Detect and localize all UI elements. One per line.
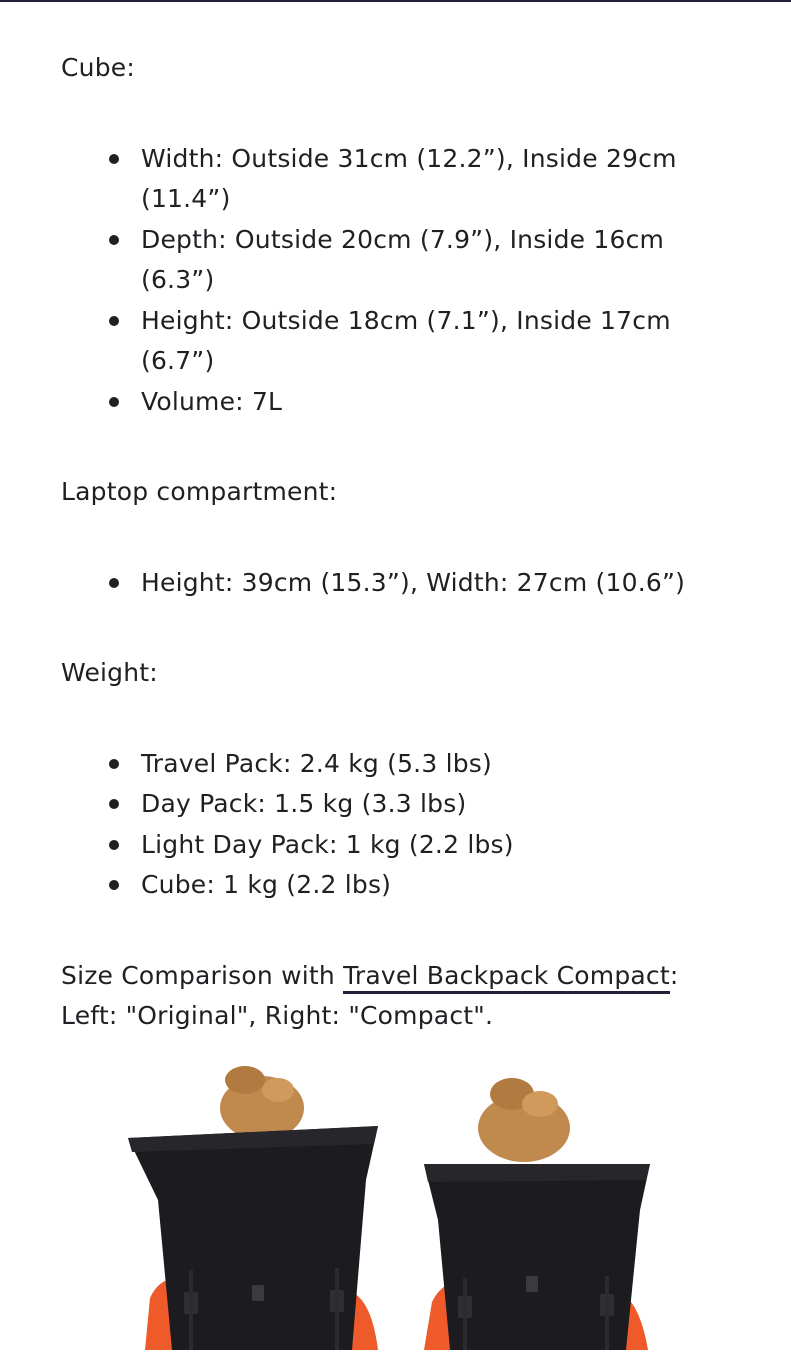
comparison-prefix: Size Comparison with	[61, 960, 344, 990]
laptop-spec-list	[61, 563, 741, 604]
cube-spec-list	[61, 139, 741, 423]
size-comparison-photo	[0, 1040, 791, 1350]
list-item: Width: Outside 31cm (12.2”), Inside 29cm (11.4”)	[141, 139, 741, 220]
backpack-comparison-image	[0, 1040, 791, 1350]
comparison-suffix: :	[669, 960, 679, 990]
travel-backpack-compact-link[interactable]: Travel Backpack Compact	[343, 961, 670, 994]
comparison-caption-line: Left: "Original", Right: "Compact".	[61, 1001, 494, 1030]
original-backpack-figure	[128, 1066, 378, 1350]
list-item: Height: 39cm (15.3”), Width: 27cm (10.6”)	[141, 563, 741, 604]
product-specs	[61, 48, 741, 1077]
list-item: Travel Pack: 2.4 kg (5.3 lbs)	[141, 744, 741, 785]
compact-backpack-figure	[424, 1078, 650, 1350]
weight-heading: Weight:	[61, 658, 158, 687]
list-item: Cube: 1 kg (2.2 lbs)	[141, 865, 741, 906]
list-item: Volume: 7L	[141, 382, 741, 423]
size-comparison-text	[61, 956, 741, 997]
list-item: Light Day Pack: 1 kg (2.2 lbs)	[141, 825, 741, 866]
top-divider	[0, 0, 791, 2]
list-item: Depth: Outside 20cm (7.9”), Inside 16cm (6.3”)	[141, 220, 741, 301]
weight-spec-list	[61, 744, 741, 906]
cube-heading: Cube:	[61, 53, 135, 82]
laptop-heading: Laptop compartment:	[61, 477, 338, 506]
list-item: Day Pack: 1.5 kg (3.3 lbs)	[141, 784, 741, 825]
right-pack-body	[424, 1164, 650, 1350]
list-item: Height: Outside 18cm (7.1”), Inside 17cm (6.7”)	[141, 301, 741, 382]
